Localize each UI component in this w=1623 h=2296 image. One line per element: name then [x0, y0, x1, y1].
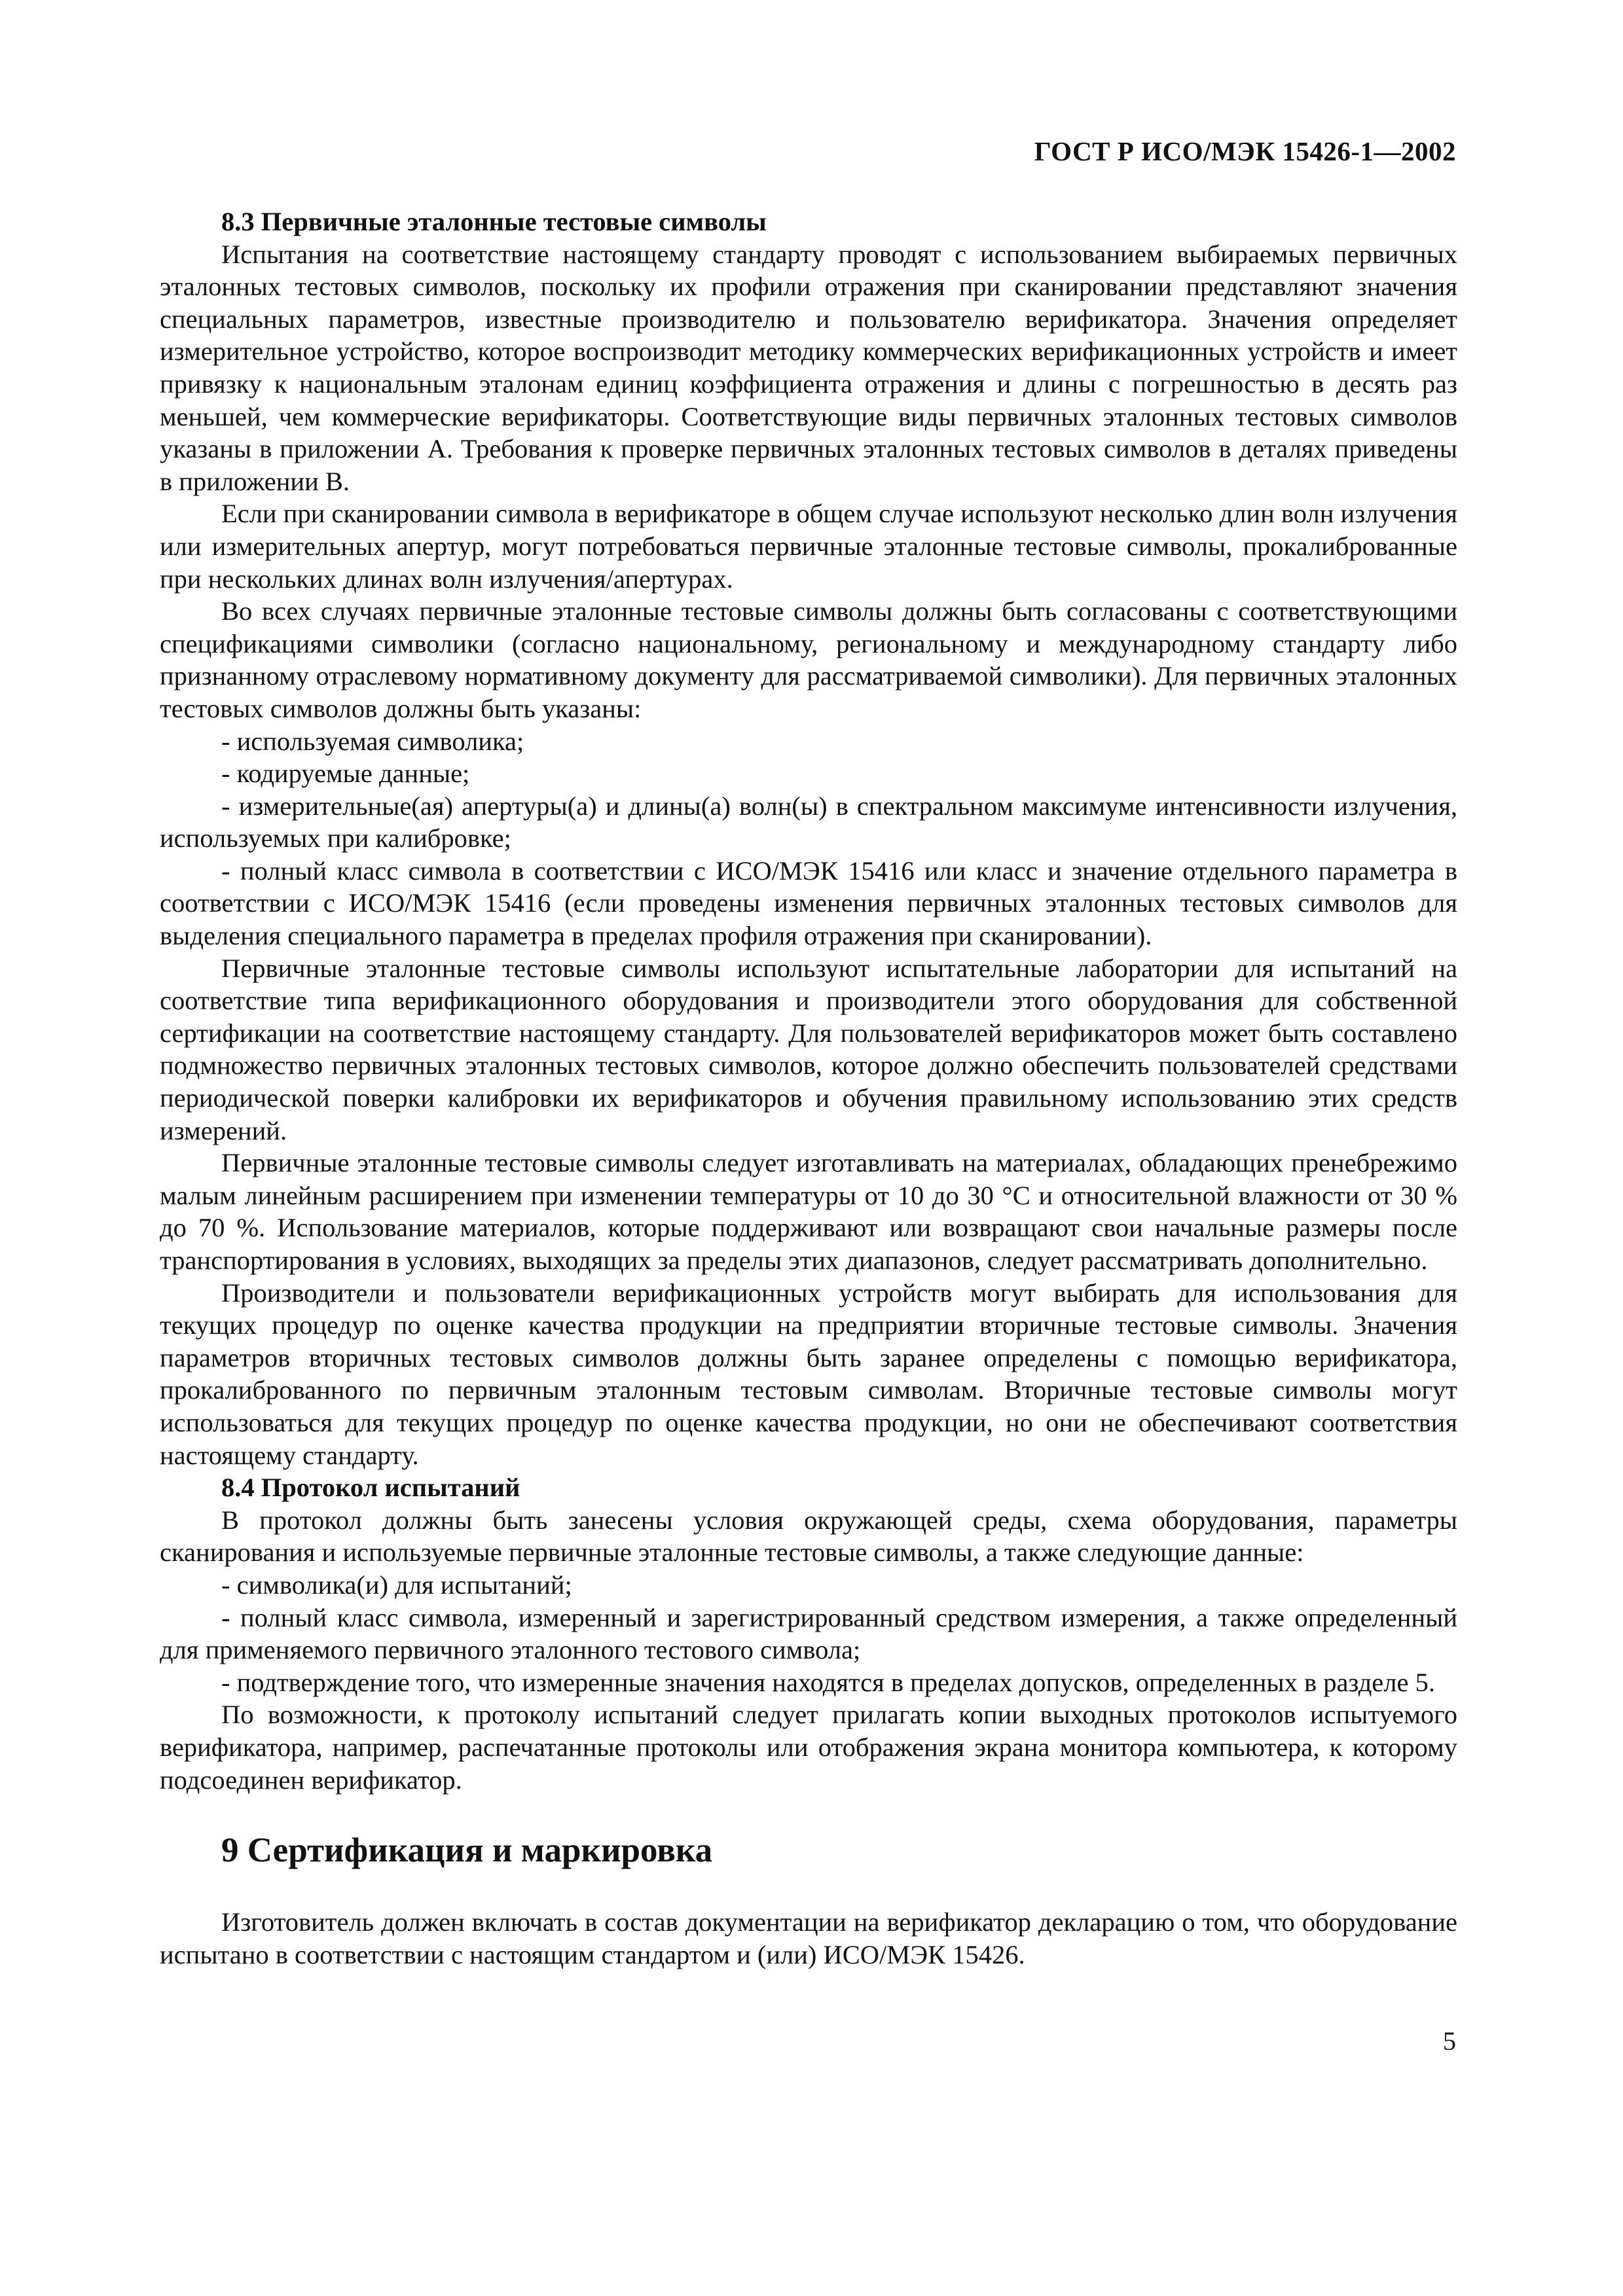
page-content: [160, 206, 1457, 1971]
document-header: ГОСТ Р ИСО/МЭК 15426-1—2002: [1034, 136, 1456, 166]
list-item: - полный класс символа, измеренный и зарегистрированный средством измерения, а также определенный для применяемого первичного эталонного тестового символа;: [160, 1602, 1457, 1665]
paragraph: Испытания на соответствие настоящему стандарту проводят с использованием выбираемых первичных эталонных тестовых символов, поскольку их профили отражения при сканировании представляют значения специальных параметров, известные производителю и пользователю верификатора. Значения определяет измерительное устройство, которое воспроизводит методику коммерческих верификационных устройств и имеет привязку к национальным эталонам единиц коэффициента отражения и длины с погрешностью в десять раз меньшей, чем коммерческие верификаторы. Соответствующие виды первичных эталонных тестовых символов указаны в приложении А. Требования к проверке первичных эталонных тестовых символов в деталях приведены в приложении В.: [160, 239, 1457, 496]
paragraph: По возможности, к протоколу испытаний следует прилагать копии выходных протоколов испытуемого верификатора, например, распечатанные протоколы или отображения экрана монитора компьютера, к которому подсоединен верификатор.: [160, 1700, 1457, 1795]
paragraph: Если при сканировании символа в верификаторе в общем случае используют несколько длин волн излучения или измерительных апертур, могут потребоваться первичные эталонные тестовые символы, прокалиброванные при нескольких длинах волн излучения/апертурах.: [160, 499, 1457, 594]
section-8-4-heading: 8.4 Протокол испытаний: [221, 1473, 520, 1503]
paragraph: Первичные эталонные тестовые символы используют испытательные лаборатории для испытаний на соответствие типа верификационного оборудования и производители этого оборудования для собственной сертификации на соответствие настоящему стандарту. Для пользователей верификаторов может быть составлено подмножество первичных эталонных тестовых символов, которое должно обеспечить пользователей средствами периодической поверки калибровки их верификаторов и обучения правильному использованию этих средств измерений.: [160, 953, 1457, 1145]
list-item: - измерительные(ая) апертуры(а) и длины(а) волн(ы) в спектральном максимуме интенсивности излучения, используемых при калибровке;: [160, 791, 1457, 853]
paragraph: Первичные эталонные тестовые символы следует изготавливать на материалах, обладающих пренебрежимо малым линейным расширением при изменении температуры от 10 до 30 °С и относительной влажности от 30 % до 70 %. Использование материалов, которые поддерживают или возвращают свои начальные размеры после транспортирования в условиях, выходящих за пределы этих диапазонов, следует рассматривать дополнительно.: [160, 1148, 1457, 1275]
list-item: - подтверждение того, что измеренные значения находятся в пределах допусков, определенных в разделе 5.: [221, 1667, 1435, 1697]
list-item: - полный класс символа в соответствии с ИСО/МЭК 15416 или класс и значение отдельного параметра в соответствии с ИСО/МЭК 15416 (если проведены изменения первичных эталонных тестовых символов для выделения специального параметра в пределах профиля отражения при сканировании).: [160, 855, 1457, 951]
paragraph: Во всех случаях первичные эталонные тестовые символы должны быть согласованы с соответствующими спецификациями символики (согласно национальному, региональному и международному стандарту либо признанному отраслевому нормативному документу для рассматриваемой символики). Для первичных эталонных тестовых символов должны быть указаны:: [160, 596, 1457, 723]
list-item: - символика(и) для испытаний;: [221, 1570, 572, 1600]
page-number: 5: [1442, 2026, 1456, 2056]
paragraph: Изготовитель должен включать в состав документации на верификатор декларацию о том, что оборудование испытано в соответствии с настоящим стандартом и (или) ИСО/МЭК 15426.: [160, 1907, 1457, 1969]
paragraph: Производители и пользователи верификационных устройств могут выбирать для использования для текущих процедур по оценке качества продукции на предприятии вторичные тестовые символы. Значения параметров вторичных тестовых символов должны быть заранее определены с помощью верификатора, прокалиброванного по первичным эталонным тестовым символам. Вторичные тестовые символы могут использоваться для текущих процедур по оценке качества продукции, но они не обеспечивают соответствия настоящему стандарту.: [160, 1278, 1457, 1470]
list-item: - используемая символика;: [221, 726, 524, 756]
paragraph: В протокол должны быть занесены условия окружающей среды, схема оборудования, параметры сканирования и используемые первичные эталонные тестовые символы, а также следующие данные:: [160, 1505, 1457, 1568]
section-9-heading: 9 Сертификация и маркировка: [221, 1831, 713, 1870]
section-8-3-heading: 8.3 Первичные эталонные тестовые символы: [221, 207, 767, 236]
list-item: - кодируемые данные;: [221, 759, 470, 789]
